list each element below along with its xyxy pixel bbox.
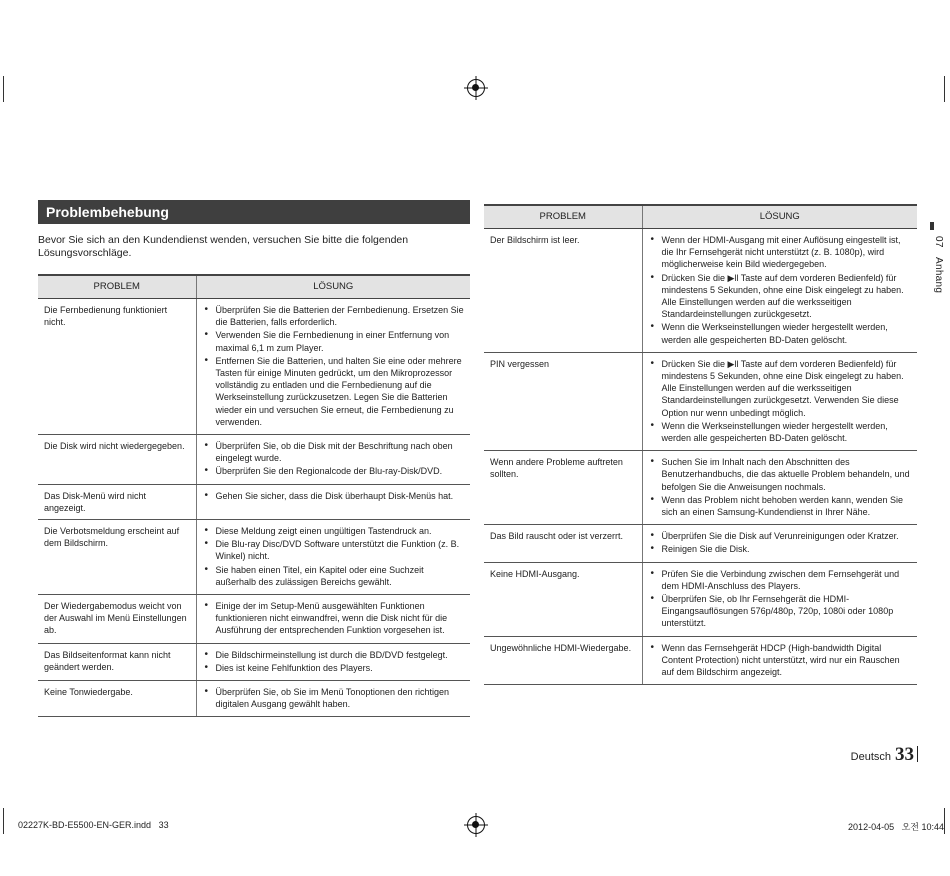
table-row bbox=[38, 643, 470, 680]
solution-item: • Wenn die Werkseinstellungen wieder hergestellt werden, werden alle gespeicherten BD-Daten gelöscht. bbox=[650, 321, 912, 345]
footer-divider bbox=[917, 746, 918, 762]
solution-list bbox=[204, 440, 465, 478]
solution-cell bbox=[642, 525, 917, 562]
solution-item: • Sie haben einen Titel, ein Kapitel oder eine Suchzeit außerhalb des zulässigen Bereichs gewählt. bbox=[204, 564, 465, 588]
table-row bbox=[38, 435, 470, 485]
chapter-name: Anhang bbox=[933, 256, 944, 294]
solution-item: • Diese Meldung zeigt einen ungültigen Tastendruck an. bbox=[204, 525, 465, 537]
chapter-side-label bbox=[924, 236, 944, 300]
problem-cell: Die Fernbedienung funktioniert nicht. bbox=[38, 299, 196, 435]
header-solution: LÖSUNG bbox=[642, 205, 917, 229]
solution-item: • Dies ist keine Fehlfunktion des Players. bbox=[204, 662, 465, 674]
table-body bbox=[38, 299, 470, 717]
table-row bbox=[38, 595, 470, 644]
table-header-row bbox=[484, 205, 917, 229]
solution-item: • Gehen Sie sicher, dass die Disk überhaupt Disk-Menüs hat. bbox=[204, 490, 465, 502]
table-row bbox=[484, 451, 917, 525]
solution-item: • Suchen Sie im Inhalt nach den Abschnitten des Benutzerhandbuchs, die das aktuelle Problem behandeln, und befolgen Sie die Anweisungen nochmals. bbox=[650, 456, 912, 493]
solution-list bbox=[204, 490, 465, 502]
crop-mark-right bbox=[944, 76, 945, 102]
solution-cell bbox=[642, 352, 917, 450]
solution-item: • Verwenden Sie die Fernbedienung in einer Entfernung von maximal 6,1 m zum Player. bbox=[204, 329, 465, 353]
intro-text: Bevor Sie sich an den Kundendienst wenden, versuchen Sie bitte die folgenden Lösungsvorschläge. bbox=[38, 234, 409, 259]
table-body bbox=[484, 229, 917, 685]
solution-cell bbox=[196, 681, 470, 717]
problem-cell: Ungewöhnliche HDMI-Wiedergabe. bbox=[484, 636, 642, 685]
section-title: Problembehebung bbox=[38, 200, 470, 224]
solution-cell bbox=[196, 435, 470, 485]
solution-item: • Überprüfen Sie die Disk auf Verunreinigungen oder Kratzer. bbox=[650, 530, 912, 542]
solution-item: • Wenn das Problem nicht behoben werden kann, wenden Sie sich an einen Samsung-Kundendienst in Ihrer Nähe. bbox=[650, 494, 912, 518]
solution-list bbox=[204, 600, 465, 637]
solution-list bbox=[204, 686, 465, 710]
solution-list bbox=[204, 304, 465, 428]
solution-cell bbox=[642, 451, 917, 525]
solution-cell bbox=[196, 299, 470, 435]
solution-item: • Überprüfen Sie die Batterien der Fernbedienung. Ersetzen Sie die Batterien, falls erforderlich. bbox=[204, 304, 465, 328]
crop-mark-left bbox=[3, 76, 4, 102]
solution-list bbox=[650, 234, 912, 346]
print-slug-date: 2012-04-05 오전 10:44 bbox=[848, 822, 944, 832]
page-footer bbox=[838, 744, 918, 766]
solution-cell bbox=[642, 562, 917, 636]
solution-list bbox=[650, 642, 912, 679]
solution-cell bbox=[196, 643, 470, 680]
solution-cell bbox=[196, 484, 470, 519]
chapter-tab-marker bbox=[930, 222, 934, 230]
header-problem: PROBLEM bbox=[484, 205, 642, 229]
solution-item: • Überprüfen Sie, ob Sie im Menü Tonoptionen den richtigen digitalen Ausgang gewählt haben. bbox=[204, 686, 465, 710]
page-number: 33 bbox=[895, 744, 914, 765]
problem-cell: Das Disk-Menü wird nicht angezeigt. bbox=[38, 484, 196, 519]
solution-item: • Wenn die Werkseinstellungen wieder hergestellt werden, werden alle gespeicherten BD-Daten gelöscht. bbox=[650, 420, 912, 444]
solution-list bbox=[650, 568, 912, 630]
solution-item: • Die Bildschirmeinstellung ist durch die BD/DVD festgelegt. bbox=[204, 649, 465, 661]
problem-cell: Die Verbotsmeldung erscheint auf dem Bildschirm. bbox=[38, 520, 196, 595]
solution-item: • Überprüfen Sie, ob Ihr Fernsehgerät die HDMI-Eingangsauflösungen 576p/480p, 720p, 1080i oder 1080p unterstützt. bbox=[650, 593, 912, 630]
table-row bbox=[484, 636, 917, 685]
problem-cell: Die Disk wird nicht wiedergegeben. bbox=[38, 435, 196, 485]
problem-cell: Das Bild rauscht oder ist verzerrt. bbox=[484, 525, 642, 562]
solution-item: • Drücken Sie die ▶ll Taste auf dem vorderen Bedienfeld) für mindestens 5 Sekunden, ohne eine Disk eingelegt zu haben. Alle Einstellungen werden auf die werksseitigen Standardeinstellungen zurückgesetzt. Verwenden Sie diese Option nur wenn unbedingt möglich. bbox=[650, 358, 912, 419]
solution-list bbox=[204, 525, 465, 588]
solution-item: • Einige der im Setup-Menü ausgewählten Funktionen funktionieren nicht einwandfrei, wenn die Disk nicht für die Ausführung der entsprechenden Funktion vorgesehen ist. bbox=[204, 600, 465, 637]
solution-item: • Wenn das Fernsehgerät HDCP (High-bandwidth Digital Content Protection) nicht unterstützt, wird nur ein Rauschen auf dem Bildschirm angezeigt. bbox=[650, 642, 912, 679]
solution-cell bbox=[196, 520, 470, 595]
table-header-row bbox=[38, 275, 470, 299]
solution-item: • Überprüfen Sie, ob die Disk mit der Beschriftung nach oben eingelegt wurde. bbox=[204, 440, 465, 464]
solution-cell bbox=[642, 229, 917, 353]
problem-cell: Der Wiedergabemodus weicht von der Auswahl im Menü Einstellungen ab. bbox=[38, 595, 196, 644]
crop-mark-bottom-right bbox=[944, 808, 945, 834]
table-row bbox=[38, 484, 470, 519]
solution-list bbox=[204, 649, 465, 674]
solution-cell bbox=[642, 636, 917, 685]
troubleshooting-table-left bbox=[38, 274, 470, 717]
table-row bbox=[38, 520, 470, 595]
solution-item: • Entfernen Sie die Batterien, und halten Sie eine oder mehrere Tasten für einige Minuten gedrückt, um den Mikroprozessor vollständig zu entladen und die Fernbedienung auf die Werkseinstellung zurückzusetzen. Legen Sie die Batterien wieder ein und versuchen Sie erneut, die Fernbedienung zu verwenden. bbox=[204, 355, 465, 428]
registration-mark-top-icon bbox=[467, 79, 485, 97]
problem-cell: PIN vergessen bbox=[484, 352, 642, 450]
solution-item: • Reinigen Sie die Disk. bbox=[650, 543, 912, 555]
table-row bbox=[38, 299, 470, 435]
problem-cell: Das Bildseitenformat kann nicht geändert werden. bbox=[38, 643, 196, 680]
table-row bbox=[484, 352, 917, 450]
problem-cell: Keine Tonwiedergabe. bbox=[38, 681, 196, 717]
solution-item: • Die Blu-ray Disc/DVD Software unterstützt die Funktion (z. B. Winkel) nicht. bbox=[204, 538, 465, 562]
table-row bbox=[484, 229, 917, 353]
solution-item: • Wenn der HDMI-Ausgang mit einer Auflösung eingestellt ist, die Ihr Fernsehgerät nicht unterstützt (z. B. 1080p), wird möglicherweise kein Bild wiedergegeben. bbox=[650, 234, 912, 271]
solution-item: • Überprüfen Sie den Regionalcode der Blu-ray-Disk/DVD. bbox=[204, 465, 465, 477]
problem-cell: Wenn andere Probleme auftreten sollten. bbox=[484, 451, 642, 525]
header-problem: PROBLEM bbox=[38, 275, 196, 299]
solution-item: • Drücken Sie die ▶ll Taste auf dem vorderen Bedienfeld) für mindestens 5 Sekunden, ohne eine Disk eingelegt zu haben. Alle Einstellungen werden auf die werksseitigen Standardeinstellungen zurückgesetzt. bbox=[650, 272, 912, 321]
solution-item: • Prüfen Sie die Verbindung zwischen dem Fernsehgerät und dem HDMI-Anschluss des Players. bbox=[650, 568, 912, 592]
table-row bbox=[484, 525, 917, 562]
troubleshooting-table-right bbox=[484, 204, 917, 685]
chapter-number: 07 bbox=[933, 236, 944, 248]
solution-list bbox=[650, 358, 912, 444]
print-slug-file: 02227K-BD-E5500-EN-GER.indd 33 bbox=[18, 820, 169, 830]
problem-cell: Keine HDMI-Ausgang. bbox=[484, 562, 642, 636]
registration-mark-bottom-icon bbox=[467, 816, 485, 834]
solution-list bbox=[650, 456, 912, 518]
solution-cell bbox=[196, 595, 470, 644]
solution-list bbox=[650, 530, 912, 555]
table-row bbox=[38, 681, 470, 717]
footer-language: Deutsch bbox=[850, 751, 891, 763]
crop-mark-bottom-left bbox=[3, 808, 4, 834]
header-solution: LÖSUNG bbox=[196, 275, 470, 299]
table-row bbox=[484, 562, 917, 636]
problem-cell: Der Bildschirm ist leer. bbox=[484, 229, 642, 353]
